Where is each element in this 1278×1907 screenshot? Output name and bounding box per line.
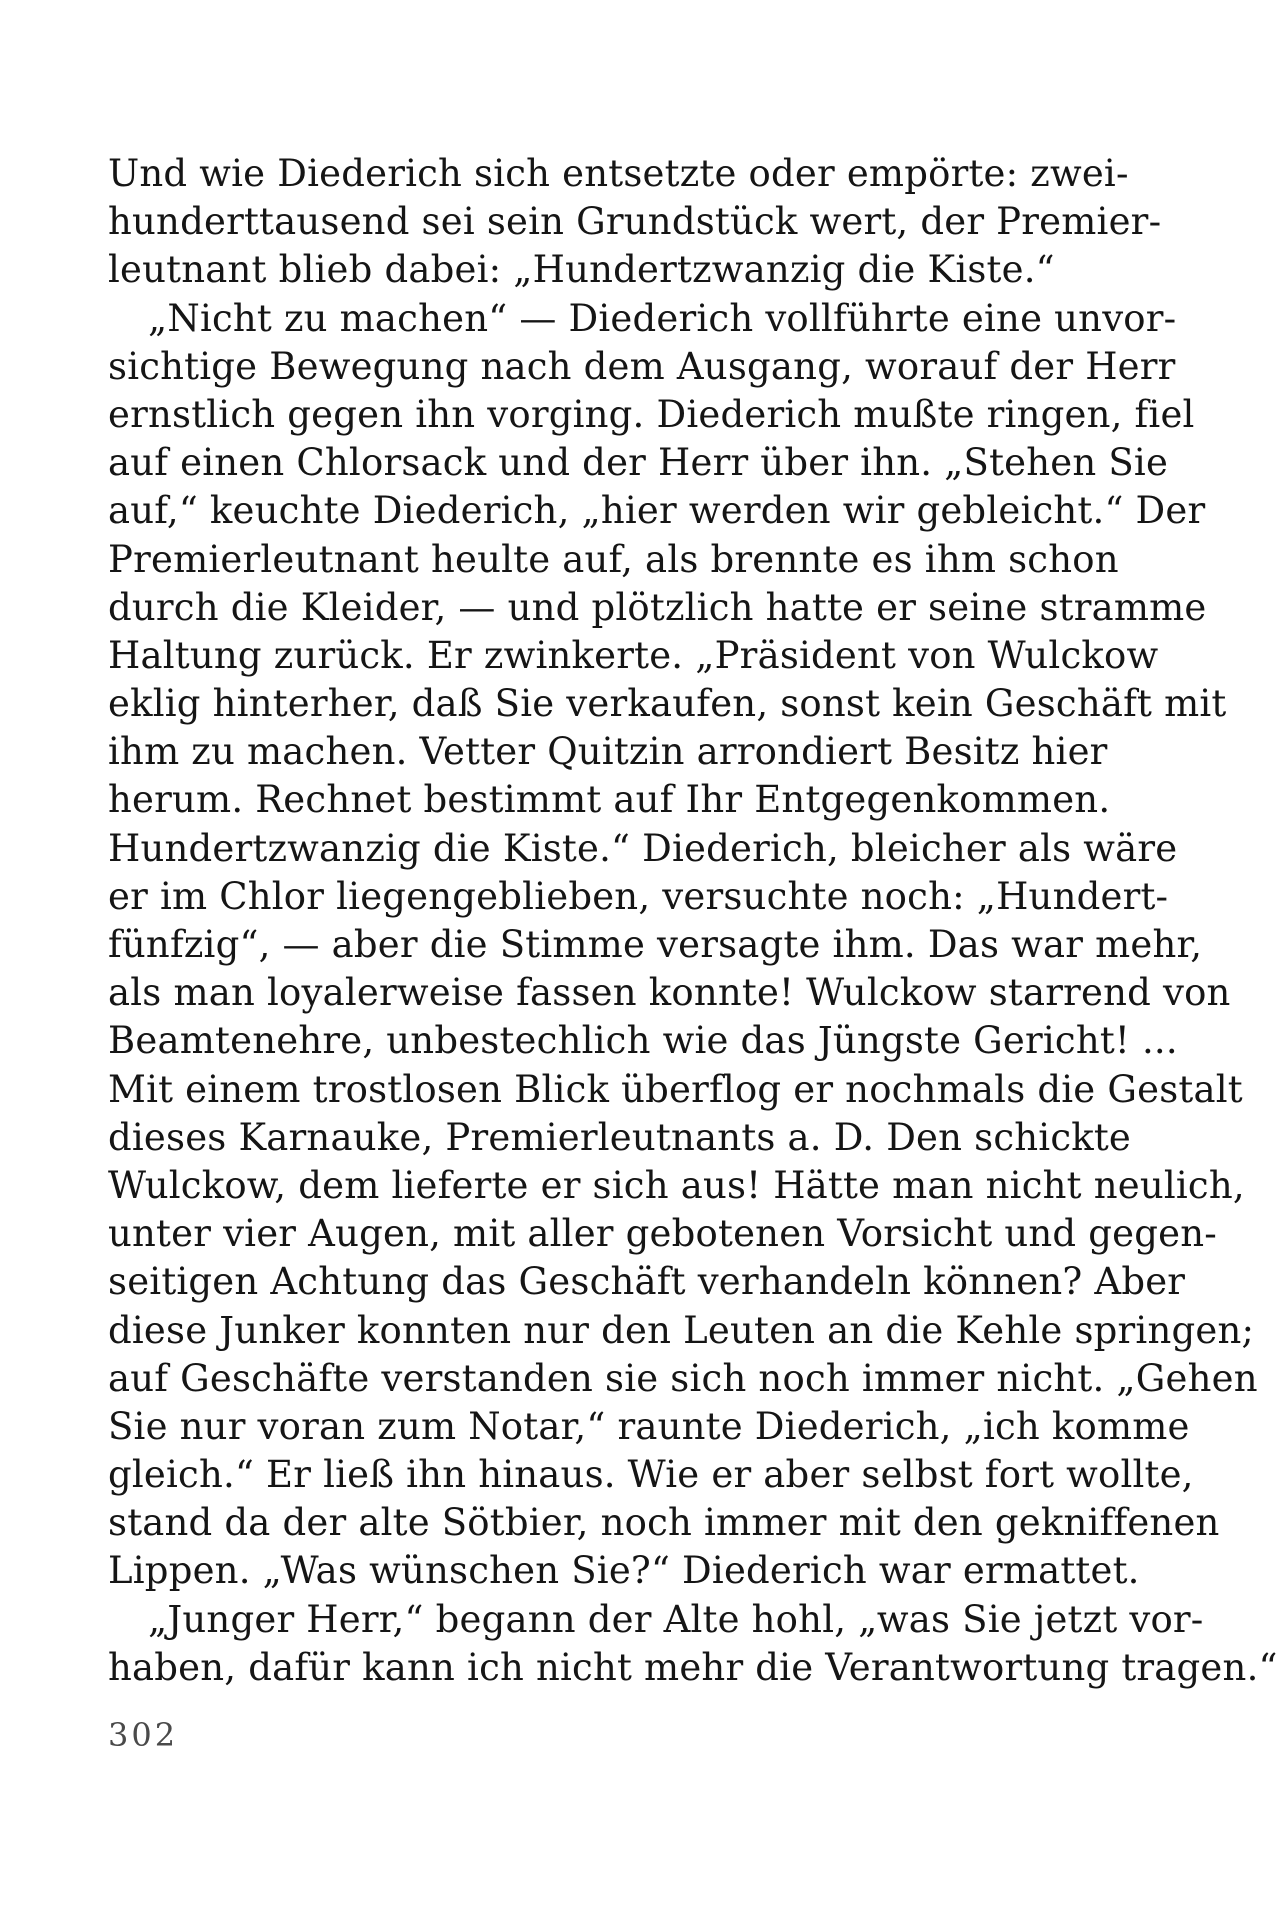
text-line: Haltung zurück. Er zwinkerte. „Präsident von Wulckow (108, 633, 1159, 677)
text-line: sichtige Bewegung nach dem Ausgang, worauf der Herr (108, 344, 1176, 388)
page-number: 302 (108, 1716, 179, 1754)
text-line: ernstlich gegen ihn vorging. Diederich mußte ringen, fiel (108, 392, 1195, 436)
text-line: stand da der alte Sötbier, noch immer mit den gekniffenen (108, 1501, 1220, 1545)
text-line: auf,“ keuchte Diederich, „hier werden wir gebleicht.“ Der (108, 489, 1206, 533)
text-line: seitigen Achtung das Geschäft verhandeln können? Aber (108, 1260, 1186, 1304)
text-line: dieses Karnauke, Premierleutnants a. D. Den schickte (108, 1115, 1132, 1159)
text-line: Wulckow, dem lieferte er sich aus! Hätte man nicht neulich, (108, 1163, 1245, 1207)
text-line: eklig hinterher, daß Sie verkaufen, sonst kein Geschäft mit (108, 682, 1227, 726)
text-line: auf einen Chlorsack und der Herr über ihn. „Stehen Sie (108, 441, 1169, 485)
text-line: fünfzig“, — aber die Stimme versagte ihm. Das war mehr, (108, 923, 1203, 966)
text-line: diese Junker konnten nur den Leuten an die Kehle springen; (108, 1308, 1255, 1352)
text-line: Lippen. „Was wünschen Sie?“ Diederich war ermattet. (108, 1549, 1140, 1593)
text-line: Sie nur voran zum Notar,“ raunte Diederich, „ich komme (108, 1404, 1190, 1448)
text-line: gleich.“ Er ließ ihn hinaus. Wie er aber selbst fort wollte, (108, 1453, 1194, 1497)
text-line: Mit einem trostlosen Blick überflog er nochmals die Gestalt (108, 1067, 1243, 1111)
text-line: Und wie Diederich sich entsetzte oder empörte: zwei- (108, 152, 1129, 195)
text-line: leutnant blieb dabei: „Hundertzwanzig die Kiste.“ (108, 248, 1055, 292)
text-line: ihm zu machen. Vetter Quitzin arrondiert Besitz hier (108, 730, 1108, 774)
text-line: er im Chlor liegengeblieben, versuchte noch: „Hundert- (108, 874, 1169, 918)
text-line: Premierleutnant heulte auf, als brennte es ihm schon (108, 537, 1119, 581)
text-line: hunderttausend sei sein Grundstück wert, der Premier- (108, 200, 1162, 244)
text-line: durch die Kleider, — und plötzlich hatte er seine stramme (108, 585, 1207, 629)
text-line: unter vier Augen, mit aller gebotenen Vorsicht und gegen- (108, 1212, 1217, 1256)
text-line: haben, dafür kann ich nicht mehr die Verantwortung tragen.“ (108, 1645, 1278, 1689)
text-line: auf Geschäfte verstanden sie sich noch immer nicht. „Gehen (108, 1356, 1258, 1400)
text-line: herum. Rechnet bestimmt auf Ihr Entgegenkommen. (108, 778, 1111, 822)
text-line: als man loyalerweise fassen konnte! Wulckow starrend von (108, 971, 1231, 1015)
text-line: Beamtenehre, unbestechlich wie das Jüngste Gericht! ... (108, 1019, 1178, 1063)
body-text (108, 150, 1278, 1692)
text-line: „Nicht zu machen“ — Diederich vollführte eine unvor- (148, 296, 1177, 340)
text-line: Hundertzwanzig die Kiste.“ Diederich, bleicher als wäre (108, 826, 1178, 870)
text-line: „Junger Herr,“ begann der Alte hohl, „was Sie jetzt vor- (148, 1597, 1204, 1641)
